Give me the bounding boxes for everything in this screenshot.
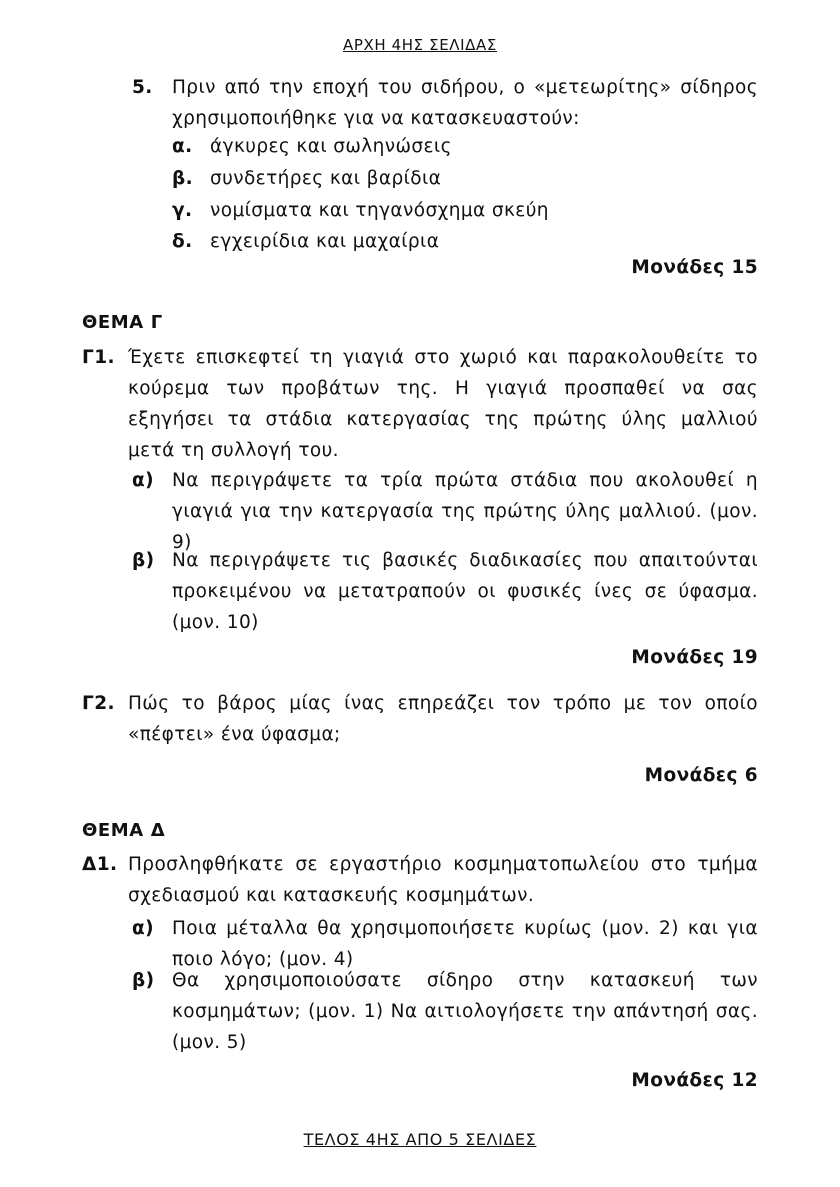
page-footer: ΤΕΛΟΣ 4ΗΣ ΑΠΟ 5 ΣΕΛΙΔΕΣ: [303, 1130, 537, 1149]
option-b-text: συνδετήρες και βαρίδια: [210, 168, 442, 189]
option-a-label: α.: [172, 136, 193, 157]
option-d-label: δ.: [172, 231, 193, 252]
option-a-text: άγκυρες και σωληνώσεις: [210, 136, 452, 157]
page-header: ΑΡΧΗ 4ΗΣ ΣΕΛΙΔΑΣ: [343, 36, 497, 54]
d1-text: Προσληφθήκατε σε εργαστήριο κοσμηματοπωλείου στο τμήμα σχεδιασμού και κατασκευής κοσμημάτων.: [128, 854, 758, 906]
question-5-marks: Μονάδες 15: [631, 257, 758, 278]
g1-marks: Μονάδες 19: [631, 647, 758, 668]
g1-b-text: Να περιγράψετε τις βασικές διαδικασίες που απαιτούνται προκειμένου να μετατραπούν οι φυσικές ίνες σε ύφασμα. (μον. 10): [172, 550, 758, 633]
question-5-number: 5.: [132, 77, 153, 98]
g1-a-label: α): [132, 470, 154, 491]
question-5-text: Πριν από την εποχή του σιδήρου, ο «μετεωρίτης» σίδηρος χρησιμοποιήθηκε για να κατασκευαστούν:: [172, 77, 758, 129]
g1-b-label: β): [132, 550, 155, 571]
d1-marks: Μονάδες 12: [631, 1070, 758, 1091]
g1-text: Έχετε επισκεφτεί τη γιαγιά στο χωριό και παρακολουθείτε το κούρεμα των προβάτων της. Η γιαγιά προσπαθεί να σας εξηγήσει τα στάδια κατεργασίας της πρώτης ύλης μαλλιού μετά τη συλλογή του.: [128, 347, 758, 461]
d1-b-text: Θα χρησιμοποιούσατε σίδηρο στην κατασκευή των κοσμημάτων; (μον. 1) Να αιτιολογήσετε την απάντησή σας. (μον. 5): [172, 970, 758, 1053]
option-c-text: νομίσματα και τηγανόσχημα σκεύη: [210, 200, 549, 221]
g2-number: Γ2.: [82, 693, 115, 714]
d1-b-label: β): [132, 970, 155, 991]
option-b-label: β.: [172, 168, 194, 189]
d1-number: Δ1.: [82, 854, 118, 875]
g2-text: Πώς το βάρος μίας ίνας επηρεάζει τον τρόπο με τον οποίο «πέφτει» ένα ύφασμα;: [128, 693, 758, 745]
option-d-text: εγχειρίδια και μαχαίρια: [210, 231, 440, 252]
d1-a-text: Ποια μέταλλα θα χρησιμοποιήσετε κυρίως (μον. 2) και για ποιο λόγο; (μον. 4): [172, 918, 758, 970]
g1-a-text: Να περιγράψετε τα τρία πρώτα στάδια που ακολουθεί η γιαγιά για την κατεργασία της πρώτης ύλης μαλλιού. (μον. 9): [172, 470, 758, 553]
g1-number: Γ1.: [82, 347, 115, 368]
theme-g-title: ΘΕΜΑ Γ: [82, 312, 163, 333]
d1-a-label: α): [132, 918, 154, 939]
option-c-label: γ.: [172, 200, 193, 221]
g2-marks: Μονάδες 6: [644, 765, 758, 786]
theme-d-title: ΘΕΜΑ Δ: [82, 820, 166, 841]
